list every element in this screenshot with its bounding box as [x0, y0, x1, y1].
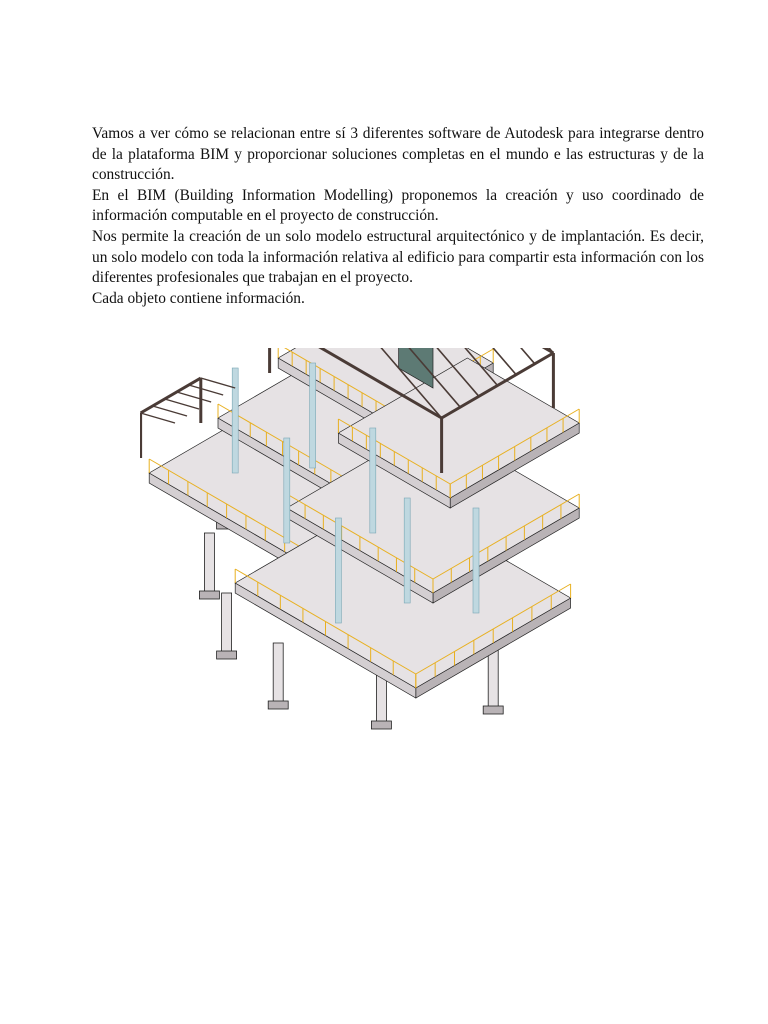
roof-rafter — [467, 348, 553, 353]
canopy-rafter — [165, 399, 199, 409]
canopy-rafter — [141, 413, 175, 423]
footing — [268, 701, 288, 709]
canopy-rafter — [201, 378, 235, 388]
paragraph-object-info: Cada objeto contiene información. — [92, 289, 305, 307]
column — [473, 508, 479, 613]
footing — [217, 651, 237, 659]
pier — [204, 533, 214, 593]
column — [404, 498, 410, 603]
footing — [199, 591, 219, 599]
column — [284, 438, 290, 543]
column — [370, 428, 376, 533]
canopy-rafter — [189, 385, 223, 395]
pier — [488, 648, 498, 708]
pier — [273, 643, 283, 703]
canopy-beam — [141, 378, 201, 413]
column — [310, 363, 316, 468]
paragraph-single-model: Nos permite la creación de un solo modelo estructural arquitectónico y de implantación. Es decir, un solo modelo con toda la información relativa al edificio para compartir esta información con los diferentes profesionales que trabajan en el proyecto. — [92, 227, 704, 287]
paragraph-bim-definition: En el BIM (Building Information Modelling) proponemos la creación y uso coordinado de información computable en el proyecto de construcción. — [92, 186, 704, 225]
paragraph-intro: Vamos a ver cómo se relacionan entre sí 3 diferentes software de Autodesk para integrarse dentro de la plataforma BIM y proporcionar soluciones completas en el mundo e las estructuras y de la construcción. — [92, 125, 704, 184]
column — [335, 518, 341, 623]
isometric-building-structure-icon — [140, 348, 640, 778]
footing — [371, 721, 391, 729]
body-text — [92, 124, 704, 309]
pier — [222, 593, 232, 653]
canopy-rafter — [153, 406, 187, 416]
footing — [483, 706, 503, 714]
column — [232, 368, 238, 473]
building-structure-figure — [140, 348, 640, 778]
canopy-rafter — [177, 392, 211, 402]
